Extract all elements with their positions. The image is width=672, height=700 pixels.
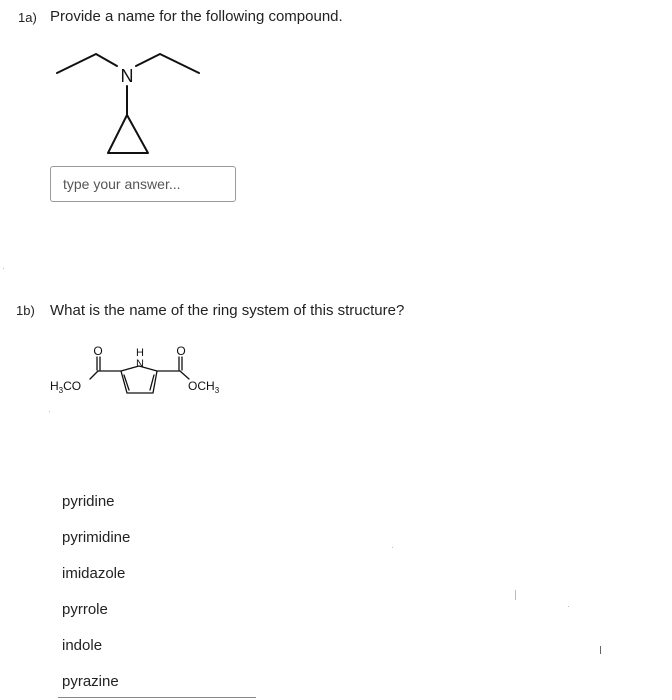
question-1a-number: 1a) [18,10,37,25]
choice-separator [58,697,256,698]
left-methoxy-label: $H_3CO$ [50,379,82,395]
choice-pyrrole[interactable]: pyrrole [62,601,108,618]
choice-imidazole[interactable]: imidazole [62,565,126,582]
choice-pyrimidine[interactable]: pyrimidine [62,529,131,546]
question-1b-number: 1b) [16,303,35,318]
pyrrole-double-bond-left [124,375,129,390]
nitrogen-atom-label: N [120,66,134,86]
question-1b-prompt: What is the name of the ring system of this structure? [50,302,405,319]
choice-indole[interactable]: indole [62,637,103,654]
speck [600,646,601,654]
speck [392,547,393,548]
ring-hydrogen-label: H [136,347,144,359]
pyrrole-ring [121,366,157,393]
speck [515,590,516,600]
right-methoxy-label: $OCH_3$ [188,379,220,395]
ring-nitrogen-label: N [136,358,144,370]
pyrrole-double-bond-right [150,375,154,390]
speck [49,411,50,412]
speck [568,606,569,607]
right-ethyl-bond [136,54,199,73]
cyclopropyl-ring [108,115,148,153]
choice-pyridine[interactable]: pyridine [62,493,115,510]
question-1a-prompt: Provide a name for the following compound. [50,8,343,25]
right-ester-c-o-bond [180,371,189,379]
answer-input[interactable] [50,166,236,202]
right-carbonyl-oxygen: O [176,344,186,358]
left-ethyl-bond [57,54,117,73]
speck [3,268,4,269]
left-ester-o-c-bond [90,371,98,379]
left-carbonyl-oxygen: O [93,344,103,358]
choice-pyrazine[interactable]: pyrazine [62,673,119,690]
